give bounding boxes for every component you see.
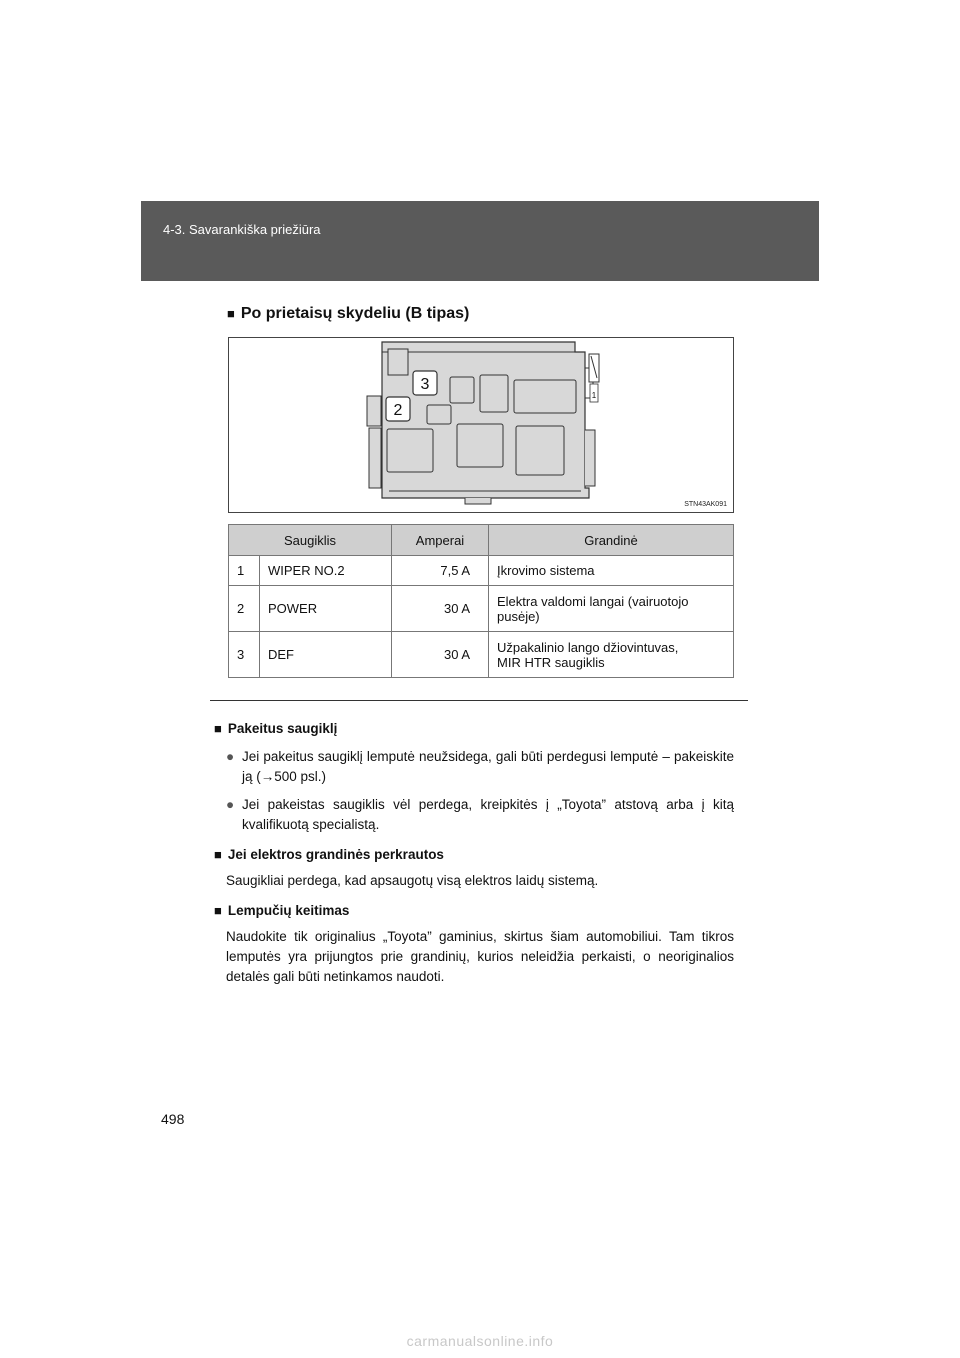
circuit-line: MIR HTR saugiklis bbox=[497, 654, 605, 670]
relay-slot bbox=[514, 380, 576, 413]
cell-amps: 7,5 A bbox=[392, 556, 489, 586]
cell-num: 2 bbox=[229, 586, 260, 632]
header-circuit: Grandinė bbox=[489, 525, 734, 556]
circle-bullet-icon: ● bbox=[226, 797, 235, 812]
relay-slot bbox=[480, 375, 508, 412]
relay-slot bbox=[388, 349, 408, 375]
note-paragraph: Saugikliai perdega, kad apsaugotų visą elektros laidų sistemą. bbox=[226, 873, 599, 888]
note-heading bbox=[214, 845, 734, 865]
callout-2-label: 2 bbox=[393, 402, 403, 419]
note-heading-text: Jei elektros grandinės perkrautos bbox=[227, 847, 444, 862]
table-header-row bbox=[229, 525, 734, 556]
note-heading-text: Lempučių keitimas bbox=[227, 903, 350, 918]
callout-1-label: 1 bbox=[591, 391, 597, 400]
cell-num: 1 bbox=[229, 556, 260, 586]
relay-slot bbox=[457, 424, 503, 467]
table-row bbox=[229, 556, 734, 586]
section-title-text: Po prietaisų skydeliu (B tipas) bbox=[240, 305, 470, 322]
cell-num: 3 bbox=[229, 632, 260, 678]
square-bullet-icon: ■ bbox=[214, 847, 222, 862]
header-fuse: Saugiklis bbox=[229, 525, 392, 556]
note-heading-text: Pakeitus saugiklį bbox=[227, 721, 338, 736]
relay-slot bbox=[516, 426, 564, 475]
fuse-table bbox=[228, 524, 734, 678]
note-bullet bbox=[214, 747, 734, 787]
square-bullet-icon: ■ bbox=[214, 721, 222, 736]
table-row bbox=[229, 632, 734, 678]
fuse-box-illustration bbox=[229, 338, 733, 512]
note-bullet-text: Jei pakeistas saugiklis vėl perdega, kreipkitės į „Toyota” atstovą arba į kitą kvalifikuotą specialistą. bbox=[242, 797, 734, 832]
fuse-box-body bbox=[367, 396, 381, 426]
cell-circuit bbox=[489, 586, 734, 632]
cell-amps: 30 A bbox=[392, 586, 489, 632]
square-bullet-icon: ■ bbox=[214, 903, 222, 918]
header-band bbox=[141, 201, 819, 281]
section-label: 4-3. Savarankiška priežiūra bbox=[163, 222, 321, 237]
relay-slot bbox=[387, 429, 433, 472]
diagram-code: STN43AK091 bbox=[684, 501, 727, 508]
cell-name: WIPER NO.2 bbox=[260, 556, 392, 586]
cell-name: DEF bbox=[260, 632, 392, 678]
note-heading bbox=[214, 719, 734, 739]
circuit-line: Elektra valdomi langai (vairuotojo bbox=[497, 593, 689, 609]
circuit-line: Užpakalinio lango džiovintuvas, bbox=[497, 639, 679, 655]
divider bbox=[210, 700, 748, 701]
square-bullet-icon: ■ bbox=[227, 306, 235, 321]
fuse-box-diagram bbox=[228, 337, 734, 513]
watermark: carmanualsonline.info bbox=[406, 1333, 554, 1349]
cell-name: POWER bbox=[260, 586, 392, 632]
notes-section bbox=[214, 719, 734, 987]
note-heading bbox=[214, 901, 734, 921]
cell-circuit: Įkrovimo sistema bbox=[489, 556, 734, 586]
note-bullet bbox=[214, 795, 734, 835]
header-amps: Amperai bbox=[392, 525, 489, 556]
cell-circuit bbox=[489, 632, 734, 678]
page-number: 498 bbox=[161, 1111, 185, 1127]
callout-3-label: 3 bbox=[420, 376, 430, 393]
circuit-line: pusėje) bbox=[497, 608, 540, 624]
cell-amps: 30 A bbox=[392, 632, 489, 678]
table-row bbox=[229, 586, 734, 632]
note-bullet-text: Jei pakeitus saugiklį lemputė neužsidega, gali būti perdegusi lemputė – pakeiskite ją (→500 psl.) bbox=[242, 749, 734, 784]
circle-bullet-icon: ● bbox=[226, 749, 235, 764]
section-title bbox=[227, 305, 469, 323]
relay-slot bbox=[450, 377, 474, 403]
relay-slot bbox=[427, 405, 451, 424]
note-paragraph: Naudokite tik originalius „Toyota” gaminius, skirtus šiam automobiliui. Tam tikros lemputės yra prijungtos prie grandinių, kurios neleidžia perkaisti, o neoriginalios detalės gali būti netinkamos naudoti. bbox=[226, 929, 734, 984]
